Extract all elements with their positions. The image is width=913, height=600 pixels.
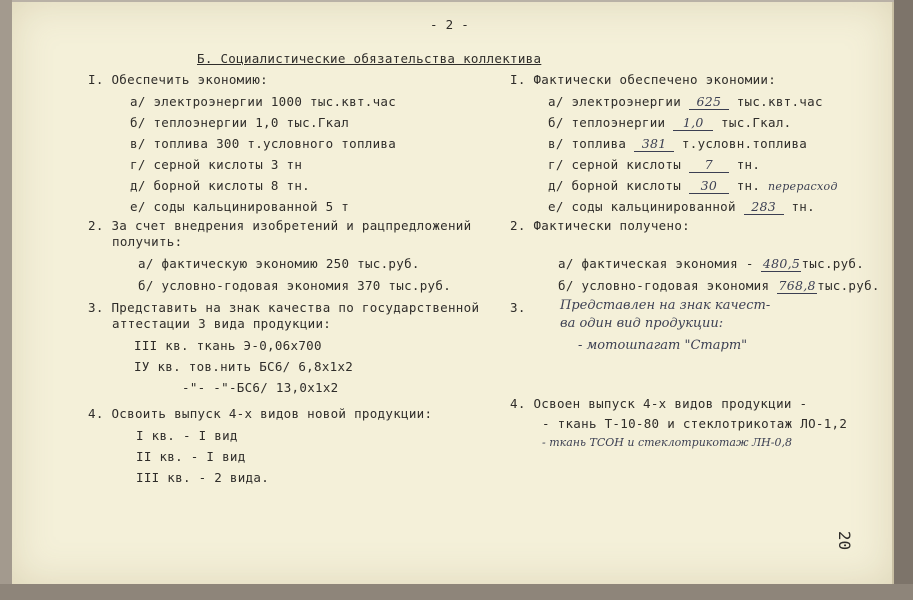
right-s4-title: 4. Освоен выпуск 4-х видов продукции - <box>510 396 808 411</box>
right-s4-item: - ткань Т-10-80 и стеклотрикотаж ЛО-1,2 <box>542 416 848 431</box>
right-s2-title: 2. Фактически получено: <box>510 218 690 233</box>
page-number-top: - 2 - <box>430 17 470 32</box>
left-s3-title-cont: аттестации 3 вида продукции: <box>112 316 332 331</box>
right-s3-number: 3. <box>510 300 526 315</box>
left-s3-item: III кв. ткань Э-0,06х700 <box>134 338 322 353</box>
right-s1-row: д/ борной кислоты 30 тн. перерасход <box>548 178 838 193</box>
left-s3-item: -"- -"-БС6/ 13,0х1х2 <box>182 380 339 395</box>
right-s1-title: I. Фактически обеспечено экономии: <box>510 72 777 87</box>
left-s2-item: а/ фактическую экономию 250 тыс.руб. <box>138 256 420 271</box>
scanner-edge-bottom <box>0 584 913 600</box>
left-s1-item: б/ теплоэнергии 1,0 тыс.Гкал <box>130 115 350 130</box>
left-s4-title: 4. Освоить выпуск 4-х видов новой продукции: <box>88 406 433 421</box>
left-s1-item: г/ серной кислоты 3 тн <box>130 157 303 172</box>
document-page <box>12 2 894 584</box>
section-title: Б. Социалистические обязательства коллектива <box>197 51 542 66</box>
left-s4-item: II кв. - I вид <box>136 449 246 464</box>
right-s1-row: а/ электроэнергии 625 тыс.квт.час <box>548 94 823 109</box>
left-s3-item: IУ кв. тов.нить БС6/ 6,8х1х2 <box>134 359 354 374</box>
overspend-note: перерасход <box>768 180 838 193</box>
right-s4-handwritten: - ткань ТСОН и стеклотрикотаж ЛН-0,8 <box>542 436 792 449</box>
left-s1-item: д/ борной кислоты 8 тн. <box>130 178 310 193</box>
left-s2-item: б/ условно-годовая экономия 370 тыс.руб. <box>138 278 452 293</box>
right-s1-row: г/ серной кислоты 7 тн. <box>548 157 761 172</box>
right-s3-handwritten: - мотошпагат "Старт" <box>578 338 748 353</box>
right-s3-handwritten: Представлен на знак качест- <box>560 298 771 313</box>
left-s2-title-cont: получить: <box>112 234 183 249</box>
right-s1-row: б/ теплоэнергии 1,0 тыс.Гкал. <box>548 115 792 130</box>
left-s1-title: I. Обеспечить экономию: <box>88 72 268 87</box>
left-s1-item: в/ топлива 300 т.условного топлива <box>130 136 397 151</box>
right-s1-row: в/ топлива 381 т.условн.топлива <box>548 136 808 151</box>
left-s4-item: I кв. - I вид <box>136 428 238 443</box>
scanner-edge-right <box>894 0 913 600</box>
right-s2-row: а/ фактическая экономия - 480,5тыс.руб. <box>558 256 865 271</box>
right-s2-row: б/ условно-годовая экономия 768,8тыс.руб. <box>558 278 880 293</box>
page-number-side: 20 <box>834 530 854 551</box>
scanner-edge-left <box>0 0 12 600</box>
left-s2-title: 2. За счет внедрения изобретений и рацпредложений <box>88 218 472 233</box>
left-s3-title: 3. Представить на знак качества по государственной <box>88 300 480 315</box>
right-s1-row: е/ соды кальцинированной 283 тн. <box>548 199 815 214</box>
left-s1-item: е/ соды кальцинированной 5 т <box>130 199 350 214</box>
right-s3-handwritten: ва один вид продукции: <box>560 316 724 331</box>
left-s1-item: а/ электроэнергии 1000 тыс.квт.час <box>130 94 397 109</box>
left-s4-item: III кв. - 2 вида. <box>136 470 270 485</box>
